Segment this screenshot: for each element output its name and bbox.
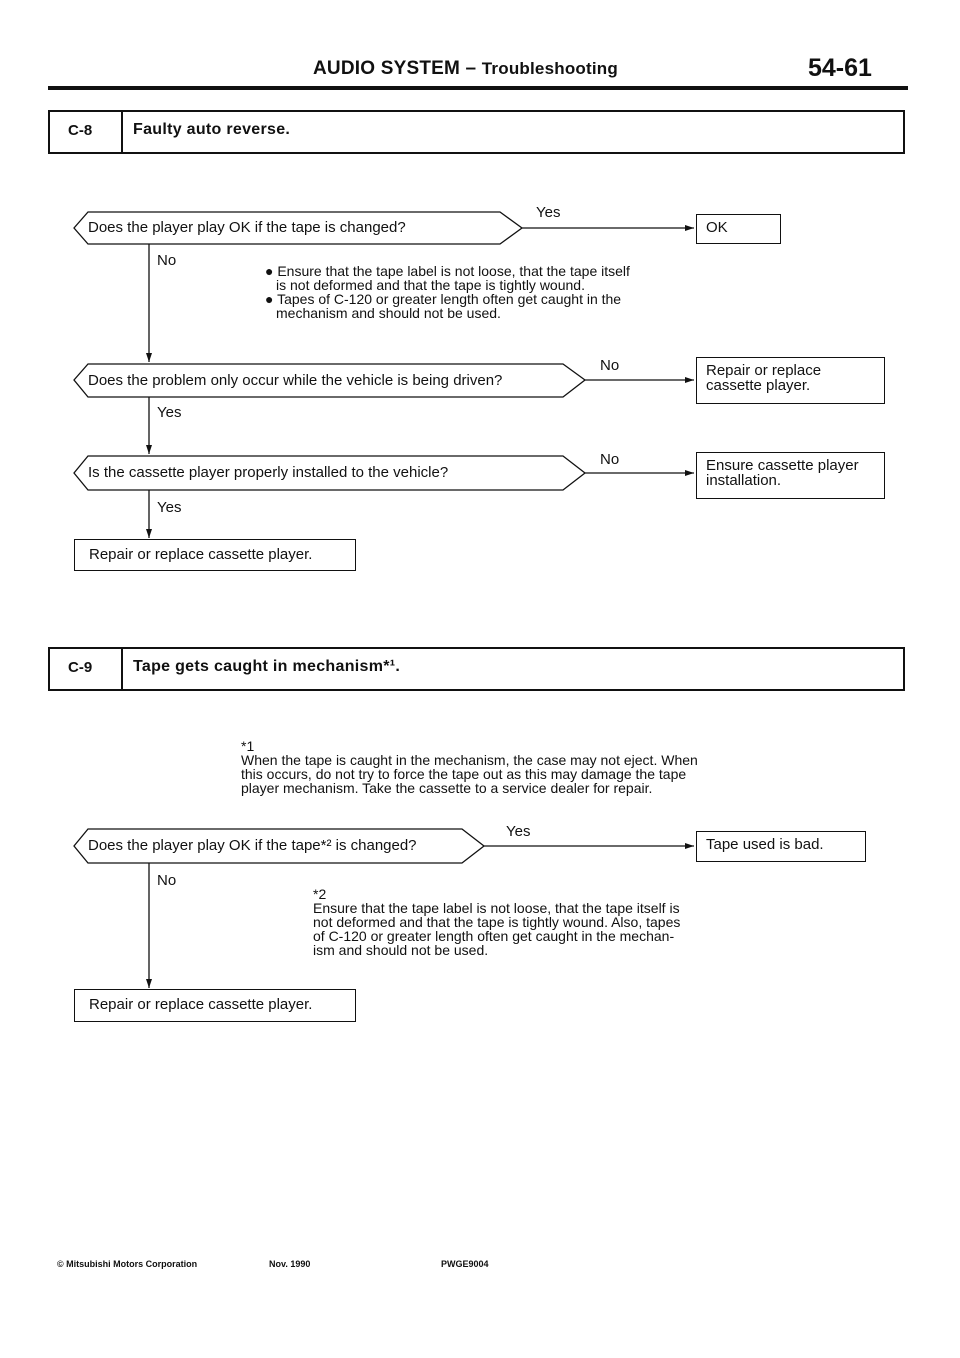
c8-final-text: Repair or replace cassette player. [89,546,313,563]
c8-q3-result-line: Ensure cassette player [706,457,859,474]
c8-final-box [74,539,356,571]
c9-footnote-1-marker: *1 [241,738,255,754]
c9-section-divider [121,647,123,691]
c8-q1-no-label: No [157,252,177,269]
page-number: 54-61 [808,54,872,82]
c8-q2-result-line: Repair or replace [706,362,822,379]
c8-q3-no-label: No [600,451,620,468]
c8-q1-yes-label: Yes [536,204,561,221]
c9-code: C-9 [68,659,93,676]
c8-note-line: ● Tapes of C-120 or greater length often get caught in the [265,291,622,307]
c9-q1-no-label: No [157,872,177,889]
header-title-separator: – [465,58,477,79]
c9-final-text: Repair or replace cassette player. [89,996,313,1013]
c8-code: C-8 [68,122,93,139]
c8-q1-text: Does the player play OK if the tape is changed? [88,219,406,236]
c9-footnote-2-line: Ensure that the tape label is not loose, that the tape itself is [313,900,680,916]
c8-q3-result-line: installation. [706,472,782,489]
c9-q1-result-box [696,831,866,862]
c8-q2-result-box [696,357,885,404]
c9-footnote-1-line: player mechanism. Take the cassette to a service dealer for repair. [241,780,653,796]
header-title-section: Troubleshooting [481,59,618,78]
c9-footnote-2-marker: *2 [313,886,327,902]
c9-footnote-2-line: of C-120 or greater length often get caught in the mechan- [313,928,675,944]
footer-copyright: © Mitsubishi Motors Corporation [57,1259,198,1269]
c9-footnote-2 [313,887,680,957]
c9-footnote-2-line: not deformed and that the tape is tightly wound. Also, tapes [313,914,681,930]
c8-note-line: ● Ensure that the tape label is not loose, that the tape itself [265,263,630,279]
c8-q3-text: Is the cassette player properly installed to the vehicle? [88,464,449,481]
c9-footnote-1 [241,739,698,795]
c8-section-divider [121,110,123,154]
c9-q1-yes-label: Yes [506,823,531,840]
c9-footnote-1-line: this occurs, do not try to force the tape out as this may damage the tape [241,766,687,782]
c8-note-line: mechanism and should not be used. [276,305,501,321]
c8-q3-yes-label: Yes [157,499,182,516]
c8-q1-result-text: OK [706,219,728,236]
c9-final-box [74,989,356,1022]
c9-q1-result-text: Tape used is bad. [706,836,824,853]
c8-q3-result-box [696,452,885,499]
c9-title: Tape gets caught in mechanism*¹. [133,658,401,675]
footer-date: Nov. 1990 [269,1259,311,1269]
c8-q1-result-box [696,214,781,244]
c8-title: Faulty auto reverse. [133,121,291,138]
c9-q1-text: Does the player play OK if the tape*² is changed? [88,837,417,854]
c8-note [265,264,630,320]
c8-q2-text: Does the problem only occur while the vehicle is being driven? [88,372,503,389]
c9-footnote-1-line: When the tape is caught in the mechanism, the case may not eject. When [241,752,698,768]
c8-q2-no-label: No [600,357,620,374]
c8-note-line: is not deformed and that the tape is tightly wound. [276,277,585,293]
c9-footnote-2-line: ism and should not be used. [313,942,489,958]
footer-code: PWGE9004 [441,1259,489,1269]
header-title-main: AUDIO SYSTEM [313,58,461,79]
c8-q2-result-line: cassette player. [706,377,811,394]
c8-q2-yes-label: Yes [157,404,182,421]
